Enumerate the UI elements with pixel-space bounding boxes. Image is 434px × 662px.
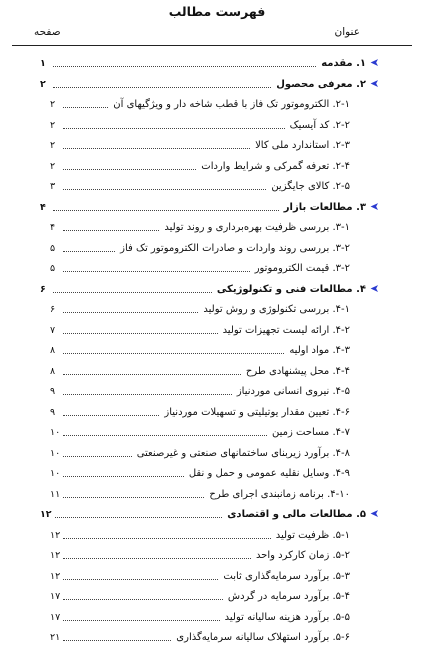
dot-leader: [63, 579, 218, 580]
toc-entry-title: ۳. مطالعات بازار: [283, 201, 366, 213]
toc-subsection-entry[interactable]: [50, 362, 350, 378]
dot-leader: [63, 271, 250, 272]
toc-entry-title: ۴-۵. نیروی انسانی موردنیاز: [236, 386, 350, 397]
toc-page-number: ۱۰: [50, 468, 61, 479]
toc-section-entry[interactable]: [40, 54, 379, 70]
toc-page-number: ۵: [50, 242, 56, 254]
toc-subsection-entry[interactable]: [50, 157, 350, 173]
toc-page-number: ۲: [40, 78, 46, 90]
toc-entry-title: ۳-۱. بررسی ظرفیت بهره‌برداری و روند تولید: [164, 222, 350, 233]
toc-subsection-entry[interactable]: [50, 116, 350, 132]
toc-page-number: ۱۲: [50, 529, 61, 541]
dot-leader: [63, 230, 159, 231]
toc-page-number: ۹: [50, 386, 56, 397]
toc-entry-title: ۴-۹. وسایل نقلیه عمومی و حمل و نقل: [188, 468, 350, 479]
toc-page-number: ۱۲: [50, 570, 61, 582]
hyperlink-arrow-icon: ➤: [369, 76, 379, 90]
dot-leader: [63, 333, 218, 334]
hyperlink-arrow-icon: ➤: [369, 507, 379, 520]
toc-entry-title: ۴-۲. ارائه لیست تجهیزات تولید: [222, 324, 350, 336]
toc-entry-title: ۲-۴. تعرفه گمرکی و شرایط واردات: [201, 160, 350, 172]
toc-page-number: ۱۷: [50, 591, 61, 602]
toc-subsection-entry[interactable]: [50, 567, 350, 583]
toc-page-number: ۳: [50, 181, 56, 192]
toc-page-number: ۱۰: [50, 427, 61, 438]
toc-subsection-entry[interactable]: [50, 382, 350, 398]
toc-subsection-entry[interactable]: [50, 95, 350, 111]
dot-leader: [63, 456, 131, 457]
toc-subsection-entry[interactable]: [50, 321, 350, 337]
toc-page-number: ۷: [50, 324, 56, 336]
dot-leader: [63, 251, 115, 252]
dot-leader: [63, 599, 223, 600]
toc-entry-title: ۲-۱. الکتروموتور تک فاز با قطب شاخه دار و ویژگیهای آن: [113, 99, 350, 110]
dot-leader: [63, 640, 171, 641]
dot-leader: [53, 87, 271, 88]
toc-subsection-entry[interactable]: [50, 177, 350, 193]
toc-section-entry[interactable]: [40, 198, 379, 214]
toc-entry-title: ۲-۲. کد آیسیک: [289, 119, 350, 131]
toc-page-number: ۱۲: [40, 509, 52, 520]
toc-subsection-entry[interactable]: [50, 587, 350, 603]
toc-subsection-entry[interactable]: [50, 628, 350, 644]
toc-page-number: ۵: [50, 263, 56, 274]
toc-page-number: ۱۷: [50, 611, 61, 623]
toc-section-entry[interactable]: [40, 505, 379, 521]
toc-section-entry[interactable]: [40, 75, 379, 91]
toc-page-number: ۲: [50, 160, 56, 172]
toc-entry-title: ۴-۱۰. برنامه زمانبندی اجرای طرح: [209, 488, 350, 500]
dot-leader: [63, 353, 284, 354]
toc-subsection-entry[interactable]: [50, 341, 350, 357]
toc-page-number: ۴: [40, 201, 46, 213]
toc-subsection-entry[interactable]: [50, 608, 350, 624]
toc-subsection-entry[interactable]: [50, 136, 350, 152]
toc-subsection-entry[interactable]: [50, 239, 350, 255]
dot-leader: [55, 517, 223, 518]
dot-leader: [63, 558, 251, 559]
dot-leader: [53, 210, 279, 211]
toc-page-number: ۸: [50, 345, 56, 356]
toc-page-number: ۱۲: [50, 550, 61, 561]
toc-page-number: ۹: [50, 406, 56, 418]
page-title: فهرست مطالب: [168, 4, 266, 19]
toc-entry-title: ۵. مطالعات مالی و اقتصادی: [227, 509, 366, 520]
dot-leader: [63, 394, 232, 395]
dot-leader: [53, 66, 316, 67]
dot-leader: [63, 620, 219, 621]
toc-page-number: ۱۰: [50, 447, 61, 459]
toc-entry-title: ۵-۶. برآورد استهلاک سالیانه سرمایه‌گذاری: [176, 632, 350, 643]
toc-page-number: ۴: [50, 222, 56, 233]
toc-entry-title: ۳-۲. قیمت الکتروموتور: [254, 263, 350, 274]
header-divider: [12, 45, 412, 46]
dot-leader: [63, 128, 285, 129]
toc-entry-title: ۲-۵. کالای جایگزین: [271, 181, 350, 192]
hyperlink-arrow-icon: ➤: [369, 281, 379, 295]
toc-entry-title: ۳-۲. بررسی روند واردات و صادرات الکتروموتور تک فاز: [120, 242, 350, 254]
toc-subsection-entry[interactable]: [50, 403, 350, 419]
toc-page-number: ۱: [40, 58, 46, 69]
dot-leader: [63, 148, 250, 149]
toc-page-number: ۸: [50, 365, 56, 377]
toc-subsection-entry[interactable]: [50, 526, 350, 542]
toc-subsection-entry[interactable]: [50, 485, 350, 501]
toc-page-number: ۲۱: [50, 632, 61, 643]
hyperlink-arrow-icon: ➤: [369, 199, 379, 213]
toc-subsection-entry[interactable]: [50, 546, 350, 562]
toc-subsection-entry[interactable]: [50, 300, 350, 316]
dot-leader: [63, 169, 196, 170]
dot-leader: [63, 189, 266, 190]
hyperlink-arrow-icon: ➤: [369, 56, 379, 69]
toc-page-number: ۱۱: [50, 488, 61, 500]
toc-entry-title: ۲. معرفی محصول: [276, 78, 366, 90]
dot-leader: [63, 415, 159, 416]
dot-leader: [63, 497, 204, 498]
toc-entry-title: ۵-۵. برآورد هزینه سالیانه تولید: [224, 611, 350, 623]
toc-entry-title: ۴-۷. مساحت زمین: [271, 427, 350, 438]
toc-entry-title: ۴-۸. برآورد زیربنای ساختمانهای صنعتی و غیرصنعتی: [136, 447, 350, 459]
toc-subsection-entry[interactable]: [50, 423, 350, 439]
dot-leader: [63, 435, 267, 436]
dot-leader: [63, 107, 108, 108]
toc-entry-title: ۵-۲. زمان کارکرد واحد: [255, 550, 350, 561]
toc-section-entry[interactable]: [40, 280, 379, 296]
toc-entry-title: ۱. مقدمه: [321, 58, 366, 69]
toc-page-number: ۲: [50, 99, 56, 110]
toc-entry-title: ۴. مطالعات فنی و تکنولوژیکی: [216, 283, 366, 295]
toc-entry-title: ۵-۱. ظرفیت تولید: [275, 529, 350, 541]
toc-subsection-entry[interactable]: [50, 464, 350, 480]
toc-page-number: ۲: [50, 140, 56, 151]
dot-leader: [63, 476, 184, 477]
page-column-header: صفحه: [34, 26, 61, 38]
toc-subsection-entry[interactable]: [50, 259, 350, 275]
toc-page-number: ۲: [50, 119, 56, 131]
toc-entry-title: ۴-۳. مواد اولیه: [289, 345, 350, 356]
dot-leader: [63, 374, 241, 375]
toc-subsection-entry[interactable]: [50, 444, 350, 460]
title-column-header: عنوان: [334, 26, 360, 38]
toc-entry-title: ۵-۳. برآورد سرمایه‌گذاری ثابت: [223, 570, 350, 582]
toc-subsection-entry[interactable]: [50, 218, 350, 234]
toc-entry-title: ۵-۴. برآورد سرمایه در گردش: [227, 591, 350, 602]
toc-page-number: ۶: [40, 283, 46, 295]
toc-entry-title: ۴-۴. محل پیشنهادی طرح: [245, 365, 350, 377]
toc-page-number: ۶: [50, 304, 56, 315]
dot-leader: [63, 538, 271, 539]
toc-entry-title: ۲-۳. استاندارد ملی کالا: [255, 140, 350, 151]
toc-entry-title: ۴-۱. بررسی تکنولوژی و روش تولید: [203, 304, 350, 315]
dot-leader: [53, 292, 212, 293]
toc-entry-title: ۴-۶. تعیین مقدار یوتیلیتی و تسهیلات موردنیاز: [164, 406, 350, 418]
dot-leader: [63, 312, 198, 313]
